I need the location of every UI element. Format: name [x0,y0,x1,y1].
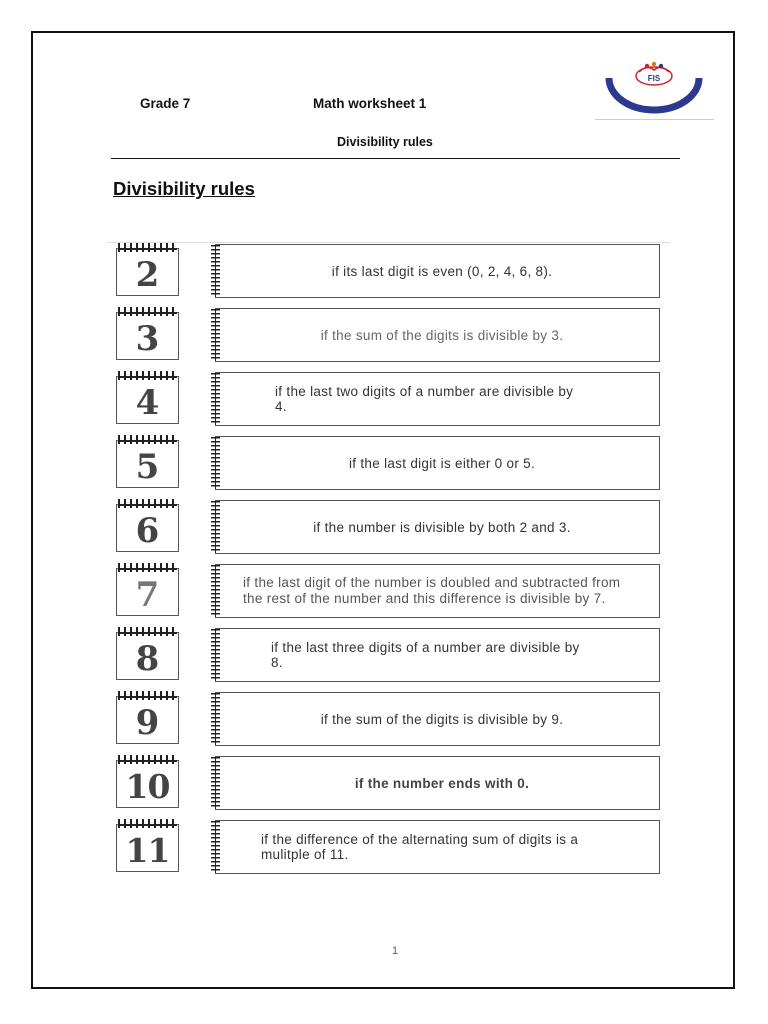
card-spine [211,757,220,809]
divisor-number: 2 [135,255,160,295]
rule-row [0,754,768,810]
binding-rings [118,819,177,828]
card-spine [211,629,220,681]
rule-card [215,692,660,746]
card-spine [211,565,220,617]
rule-text: if the number ends with 0. [354,775,530,791]
worksheet-subtitle: Divisibility rules [337,135,433,149]
rule-row [0,306,768,362]
divisor-number: 11 [125,831,170,870]
divisor-number: 6 [135,511,160,551]
rule-card [215,500,660,554]
binding-rings [118,563,177,572]
divisor-number: 5 [135,447,160,487]
school-logo [595,56,714,120]
rule-text: if its last digit is even (0, 2, 4, 6, 8). [331,263,553,279]
binding-rings [118,435,177,444]
grade-label: Grade 7 [140,96,191,111]
rule-row [0,690,768,746]
rule-card [215,820,660,874]
card-spine [211,501,220,553]
divisor-number: 3 [135,319,160,359]
number-tab [116,632,179,680]
rule-text: if the last digit of the number is doubled and subtracted from the rest of the number and this difference is divisible by 7. [243,575,621,606]
card-spine [211,693,220,745]
rule-text: if the number is divisible by both 2 and 3. [313,519,571,535]
number-tab [116,376,179,424]
rule-text: if the difference of the alternating sum of digits is a mulitple of 11. [261,832,579,862]
rule-row [0,498,768,554]
rule-row [0,242,768,298]
divisor-number: 10 [125,767,170,806]
rule-text: if the last two digits of a number are divisible by 4. [275,384,574,414]
number-tab [116,312,179,360]
divisor-number: 4 [135,383,160,423]
number-tab [116,248,179,296]
header-divider [111,158,680,159]
page-number: 1 [392,945,399,957]
number-tab [116,504,179,552]
rule-text: if the sum of the digits is divisible by 9. [320,711,564,727]
rule-text: if the sum of the digits is divisible by 3. [320,327,564,343]
number-tab [116,760,179,808]
number-tab [116,440,179,488]
worksheet-title: Math worksheet 1 [313,96,427,111]
rule-text: if the last digit is either 0 or 5. [348,455,536,471]
binding-rings [118,499,177,508]
number-tab [116,824,179,872]
rule-text: if the last three digits of a number are divisible by 8. [271,640,580,670]
card-spine [211,437,220,489]
rule-card [215,244,660,298]
card-spine [211,821,220,873]
binding-rings [118,307,177,316]
rule-card [215,372,660,426]
binding-rings [118,243,177,252]
rule-row [0,562,768,618]
card-spine [211,373,220,425]
divisor-number: 9 [135,703,160,743]
section-title: Divisibility rules [113,178,255,199]
rule-card [215,628,660,682]
number-tab [116,568,179,616]
binding-rings [118,627,177,636]
rule-row [0,434,768,490]
binding-rings [118,691,177,700]
binding-rings [118,755,177,764]
rule-card [215,436,660,490]
rule-card [215,756,660,810]
divisor-number: 8 [135,639,160,679]
rule-card [215,308,660,362]
rule-row [0,626,768,682]
card-spine [211,309,220,361]
rule-card [215,564,660,618]
divisor-number: 7 [135,575,160,615]
card-spine [211,245,220,297]
binding-rings [118,371,177,380]
rule-row [0,370,768,426]
rule-row [0,818,768,874]
number-tab [116,696,179,744]
logo-text: FIS [647,74,661,83]
